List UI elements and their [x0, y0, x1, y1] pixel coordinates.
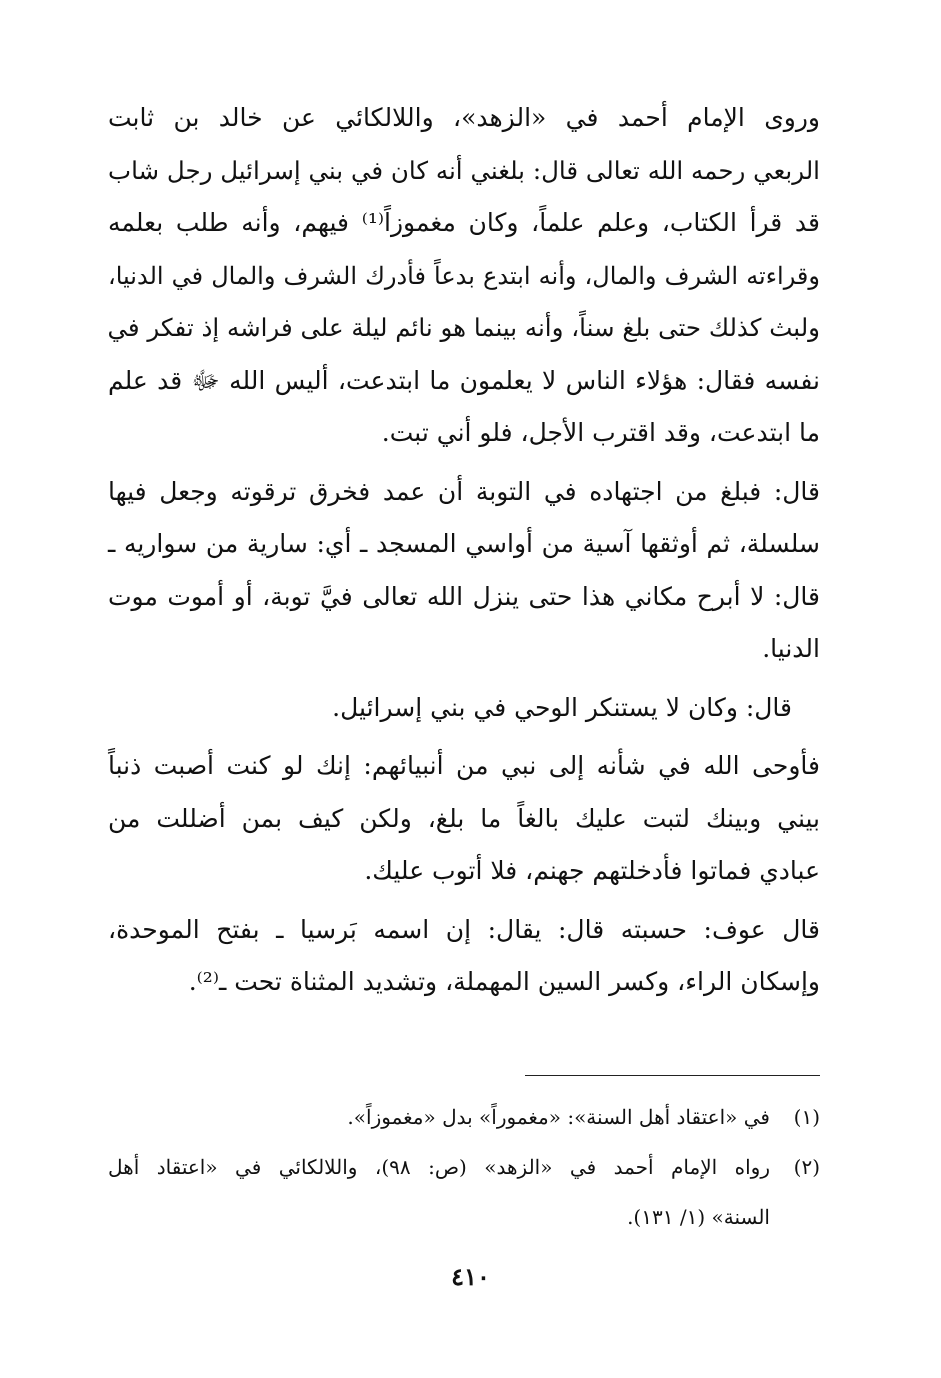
text-line: قال: وكان لا يستنكر الوحي في بني إسرائيل. — [332, 692, 792, 722]
main-text — [108, 92, 820, 1015]
text-line: سلسلة، ثم أوثقها آسية من أواسي المسجد ـ أي: سارية من سواريه ـ — [108, 529, 820, 558]
text-line: الدنيا. — [762, 634, 820, 663]
text-line: بيني وبينك لتبت عليك بالغاً ما بلغ، ولكن كيف بمن أضللت من — [108, 803, 820, 833]
footnote-line: في «اعتقاد أهل السنة»: «مغموراً» بدل «مغموزاً». — [347, 1105, 770, 1129]
paragraph-4 — [108, 740, 820, 898]
text-line: قد قرأ الكتاب، وعلم علماً، وكان مغموزاً⁽¹⁾ فيهم، وأنه طلب بعلمه — [108, 208, 821, 237]
footnote-divider — [525, 1075, 820, 1076]
text-line: وإسكان الراء، وكسر السين المهملة، وتشديد المثناة تحت ـ⁽²⁾. — [188, 967, 820, 996]
text-line: قال عوف: حسبته قال: يقال: إن اسمه بَرسيا ـ بفتح الموحدة، — [108, 914, 821, 944]
page-number: ٤١٠ — [451, 1262, 490, 1291]
paragraph-5 — [108, 904, 820, 1009]
footnote-text — [108, 1092, 770, 1142]
text-line: ولبث كذلك حتى بلغ سناً، وأنه بينما هو نائم ليلة على فراشه إذ تفكر في — [107, 313, 820, 342]
text-line: وروى الإمام أحمد في «الزهد»، واللالكائي عن خالد بن ثابت — [108, 103, 820, 132]
paragraph-1 — [108, 92, 820, 460]
text-line: وقراءته الشرف والمال، وأنه ابتدع بدعاً فأدرك الشرف والمال في الدنيا، — [108, 261, 820, 290]
text-line: ما ابتدعت، وقد اقترب الأجل، فلو أني تبت. — [381, 418, 820, 447]
footnote-number: (٢) — [793, 1155, 820, 1179]
footnote-2 — [108, 1142, 820, 1242]
paragraph-2 — [108, 466, 820, 676]
footnote-text — [108, 1142, 770, 1242]
text-line: عبادي فماتوا فأدخلتهم جهنم، فلا أتوب عليك. — [364, 856, 820, 885]
footnote-number: (١) — [793, 1105, 820, 1129]
footnote-line: رواه الإمام أحمد في «الزهد» (ص: ٩٨)، واللالكائي في «اعتقاد أهل — [108, 1155, 770, 1179]
text-line: الربعي رحمه الله تعالى قال: بلغني أنه كان في بني إسرائيل رجل شاب — [108, 155, 820, 185]
text-line: فأوحى الله في شأنه إلى نبي من أنبيائهم: إنك لو كنت أصبت ذنباً — [108, 751, 820, 780]
paragraph-3 — [108, 682, 820, 735]
footnotes — [108, 1092, 820, 1242]
footnote-line: السنة» (١/ ١٣١). — [627, 1205, 770, 1229]
text-line: نفسه فقال: هؤلاء الناس لا يعلمون ما ابتدعت، أليس الله ﷻ قد علم — [108, 365, 820, 395]
text-line: قال: فبلغ من اجتهاده في التوبة أن عمد فخرق ترقوته وجعل فيها — [108, 476, 820, 506]
text-line: قال: لا أبرح مكاني هذا حتى ينزل الله تعالى فيَّ توبة، أو أموت موت — [108, 581, 820, 611]
footnote-1 — [108, 1092, 820, 1142]
